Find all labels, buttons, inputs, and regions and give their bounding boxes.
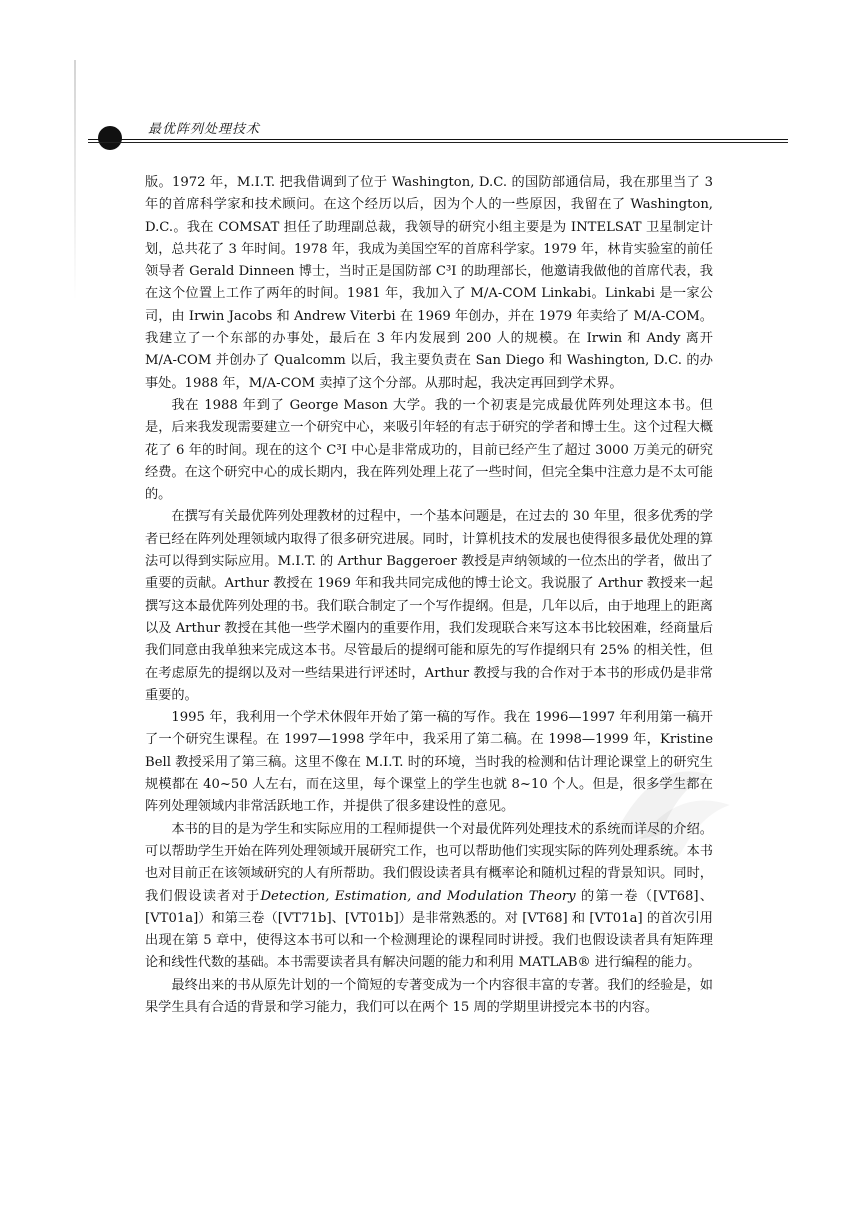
paragraph-2: 我在 1988 年到了 George Mason 大学。我的一个初衷是完成最优阵列处理这本书。但是，后来我发现需要建立一个研究中心，来吸引年轻的有志于研究的学者和博士生。这个过程大概花了 6 年的时间。现在的这个 C³I 中心是非常成功的，目前已经产生了超过 3000 万美元的研究经费。在这个研究中心的成长期内，我在阵列处理上花了一些时间，但完全集中注意力是不太可能的。 xyxy=(145,397,713,503)
header-title: 最优阵列处理技术 xyxy=(148,122,261,137)
header-rule-thin xyxy=(88,142,788,143)
book-title-italic: Detection, Estimation, and Modulation Theory xyxy=(260,888,576,904)
paragraph-4: 1995 年，我利用一个学术休假年开始了第一稿的写作。我在 1996—1997 年利用第一稿开了一个研究生课程。在 1997—1998 学年中，我采用了第二稿。在 1998—1999 年，Kristine Bell 教授采用了第三稿。这里不像在 M.I.T. 时的环境，当时我的检测和估计理论课堂上的研究生规模都在 40~50 人左右，而在这里，每个课堂上的学生也就 8~10 个人。但是，很多学生都在阵列处理领域内非常活跃地工作，并提供了很多建设性的意见。 xyxy=(145,710,713,815)
paragraph-5-text: 本书的目的是为学生和实际应用的工程师提供一个对最优阵列处理技术的系统而详尽的介绍。可以帮助学生开始在阵列处理领域开展研究工作，也可以帮助他们实现实际的阵列处理系统。本书也对目前正在该领域研究的人有所帮助。我们假设读者具有概率论和随机过程的背景知识。同时，我们假设读者对于 xyxy=(145,821,713,904)
running-header xyxy=(88,110,788,150)
paragraph-6: 最终出来的书从原先计划的一个简短的专著变成为一个内容很丰富的专著。我们的经验是，如果学生具有合适的背景和学习能力，我们可以在两个 15 周的学期里讲授完本书的内容。 xyxy=(145,977,713,1015)
header-rule xyxy=(88,139,788,140)
paragraph-5 xyxy=(145,819,713,975)
page-body xyxy=(145,172,713,1019)
paragraph-3: 在撰写有关最优阵列处理教材的过程中，一个基本问题是，在过去的 30 年里，很多优秀的学者已经在阵列处理领域内取得了很多研究进展。同时，计算机技术的发展也使得很多最优处理的算法可以得到实际应用。M.I.T. 的 Arthur Baggeroer 教授是声纳领域的一位杰出的学者，做出了重要的贡献。Arthur 教授在 1969 年和我共同完成他的博士论文。我说服了 Arthur 教授来一起撰写这本最优阵列处理的书。我们联合制定了一个写作提纲。但是，几年以后，由于地理上的距离以及 Arthur 教授在其他一些学术圈内的重要作用，我们发现联合来写这本书比较困难，经商量后我们同意由我单独来完成这本书。尽管最后的提纲可能和原先的写作提纲只有 25% 的相关性，但在考虑原先的提纲以及对一些结果进行评述时，Arthur 教授与我的合作对于本书的形成仍是非常重要的。 xyxy=(145,509,713,703)
paragraph-5-tail: 的第一卷（[VT68]、[VT01a]）和第三卷（[VT71b]、[VT01b]）是非常熟悉的。对 [VT68] 和 [VT01a] 的首次引用出现在第 5 章中，使得这本书可以和一个检测理论的课程同时讲授。我们也假设读者具有矩阵理论和线性代数的基础。本书需要读者具有解决问题的能力和利用 MATLAB® 进行编程的能力。 xyxy=(145,888,713,971)
header-bullet-icon xyxy=(98,126,122,150)
scan-margin-edge xyxy=(74,60,76,300)
paragraph-1: 版。1972 年，M.I.T. 把我借调到了位于 Washington, D.C. 的国防部通信局，我在那里当了 3 年的首席科学家和技术顾问。在这个经历以后，因为个人的一些原因，我留在了 Washington, D.C.。我在 COMSAT 担任了助理副总裁，我领导的研究小组主要是为 INTELSAT 卫星制定计划，总共花了 3 年时间。1978 年，我成为美国空军的首席科学家。1979 年，林肯实验室的前任领导者 Gerald Dinneen 博士，当时正是国防部 C³I 的助理部长，他邀请我做他的首席代表，我在这个位置上工作了两年的时间。1981 年，我加入了 M/A-COM Linkabi。Linkabi 是一家公司，由 Irwin Jacobs 和 Andrew Viterbi 在 1969 年创办，并在 1979 年卖给了 M/A-COM。我建立了一个东部的办事处，最后在 3 年内发展到 200 人的规模。在 Irwin 和 Andy 离开 M/A-COM 并创办了 Qualcomm 以后，我主要负责在 San Diego 和 Washington, D.C. 的办事处。1988 年，M/A-COM 卖掉了这个分部。从那时起，我决定再回到学术界。 xyxy=(145,175,713,391)
